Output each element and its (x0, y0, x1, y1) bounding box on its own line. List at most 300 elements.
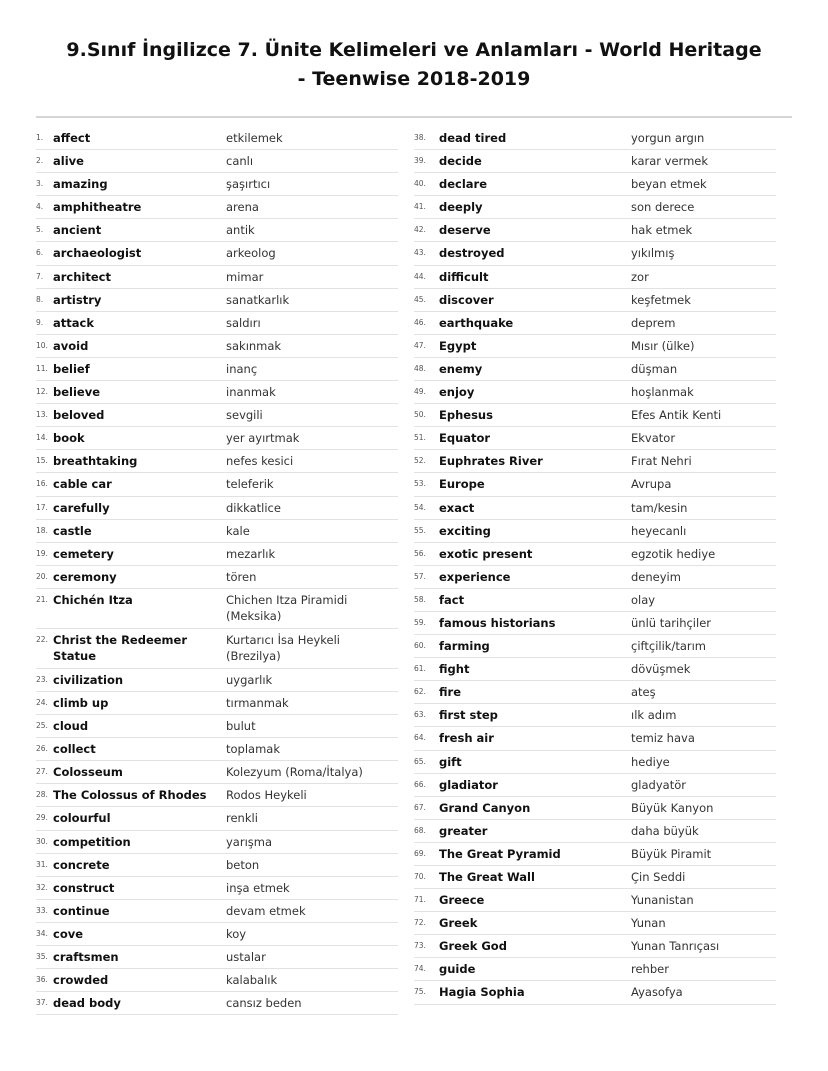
turkish-meaning: ateş (631, 685, 656, 700)
english-word: continue (53, 903, 110, 918)
turkish-meaning: hediye (631, 754, 670, 769)
item-number: 23. (36, 674, 48, 684)
vocabulary-row (414, 727, 776, 750)
english-word: enjoy (439, 385, 475, 400)
item-number: 57. (414, 571, 426, 581)
vocabulary-row (414, 289, 776, 312)
english-word: first step (439, 708, 498, 723)
turkish-meaning: Yunanistan (631, 893, 694, 908)
item-number: 68. (414, 825, 426, 835)
vocabulary-row (414, 497, 776, 520)
vocabulary-row (36, 127, 398, 150)
english-word: believe (53, 385, 101, 400)
item-number: 75. (414, 987, 426, 997)
vocabulary-row (414, 335, 776, 358)
vocabulary-row (414, 150, 776, 173)
vocabulary-row (36, 358, 398, 381)
item-number: 26. (36, 744, 48, 754)
turkish-meaning: karar vermek (631, 154, 709, 169)
vocabulary-row (36, 807, 398, 830)
item-number: 70. (414, 872, 426, 881)
item-number: 30. (36, 836, 48, 846)
turkish-meaning: tırmanmak (226, 695, 289, 710)
vocabulary-row (414, 266, 776, 289)
vocabulary-row (414, 427, 776, 450)
turkish-meaning: Rodos Heykeli (226, 788, 307, 803)
turkish-meaning: gladyatör (631, 777, 686, 792)
english-word: amphitheatre (53, 200, 142, 215)
vocabulary-row (36, 738, 398, 761)
english-word: amazing (53, 177, 108, 192)
item-number: 43. (414, 248, 426, 258)
item-number: 3. (36, 179, 44, 189)
vocabulary-row (36, 335, 398, 358)
item-number: 12. (36, 387, 48, 397)
vocabulary-list-right (414, 127, 776, 1005)
item-number: 29. (36, 813, 48, 823)
vocabulary-row (414, 196, 776, 219)
turkish-meaning: Avrupa (631, 477, 672, 492)
english-word: discover (439, 292, 494, 307)
english-word: Europe (439, 477, 485, 492)
english-word: artistry (53, 292, 102, 307)
item-number: 56. (414, 548, 426, 558)
item-number: 8. (36, 294, 44, 304)
turkish-meaning: Kurtarıcı İsa Heykeli (Brezilya) (226, 632, 340, 663)
turkish-meaning: Fırat Nehri (631, 454, 692, 469)
item-number: 33. (36, 905, 48, 915)
item-number: 66. (414, 779, 426, 789)
english-word: famous historians (439, 615, 556, 630)
english-word: guide (439, 962, 476, 977)
vocabulary-row (36, 473, 398, 496)
item-number: 74. (414, 964, 426, 974)
item-number: 16. (36, 479, 48, 489)
english-word: alive (53, 154, 84, 169)
turkish-meaning: uygarlık (226, 672, 273, 687)
english-word: avoid (53, 338, 89, 353)
english-word: The Colossus of Rhodes (53, 788, 207, 803)
english-word: fact (439, 592, 465, 607)
vocabulary-row (36, 543, 398, 566)
turkish-meaning: yer ayırtmak (226, 431, 300, 446)
item-number: 2. (36, 156, 44, 166)
vocabulary-row (36, 242, 398, 265)
english-word: concrete (53, 857, 110, 872)
vocabulary-row (414, 450, 776, 473)
english-word: cloud (53, 719, 89, 734)
turkish-meaning: yorgun argın (631, 131, 705, 145)
vocabulary-row (414, 889, 776, 912)
item-number: 22. (36, 634, 48, 644)
item-number: 24. (36, 697, 48, 707)
vocabulary-row (414, 219, 776, 242)
item-number: 65. (414, 756, 426, 766)
item-number: 55. (414, 525, 426, 535)
vocabulary-row (36, 427, 398, 450)
turkish-meaning: Büyük Piramit (631, 846, 712, 861)
english-word: ancient (53, 223, 102, 238)
vocabulary-row (414, 173, 776, 196)
turkish-meaning: ustalar (226, 950, 266, 964)
turkish-meaning: nefes kesici (226, 454, 294, 469)
turkish-meaning: Chichen Itza Piramidi (Meksika) (226, 592, 348, 623)
turkish-meaning: şaşırtıcı (226, 177, 271, 192)
item-number: 6. (36, 248, 44, 258)
english-word: carefully (53, 500, 110, 515)
turkish-meaning: bulut (226, 719, 256, 734)
english-word: decide (439, 154, 482, 169)
english-word: Equator (439, 431, 491, 446)
item-number: 4. (36, 202, 44, 212)
english-word: exact (439, 500, 475, 515)
vocabulary-row (36, 900, 398, 923)
turkish-meaning: Çin Seddi (631, 870, 686, 884)
english-word: The Great Pyramid (439, 846, 561, 861)
english-word: Hagia Sophia (439, 985, 525, 1000)
english-word: Chichén Itza (53, 592, 133, 607)
english-word: Ephesus (439, 408, 493, 423)
turkish-meaning: teleferik (226, 477, 274, 492)
english-word: deeply (439, 200, 483, 215)
turkish-meaning: arkeolog (226, 246, 276, 261)
turkish-meaning: egzotik hediye (631, 546, 716, 561)
vocabulary-row (36, 877, 398, 900)
page-title: 9.Sınıf İngilizce 7. Ünite Kelimeleri ve Anlamları - World Heritage - Teenwise 2018-2019 (66, 39, 762, 90)
item-number: 61. (414, 664, 426, 674)
turkish-meaning: renkli (226, 811, 258, 826)
vocabulary-row (36, 589, 398, 629)
vocabulary-row (36, 831, 398, 854)
item-number: 45. (414, 294, 426, 304)
turkish-meaning: etkilemek (226, 131, 283, 145)
vocabulary-row (36, 196, 398, 219)
item-number: 59. (414, 617, 426, 627)
vocabulary-row (414, 912, 776, 935)
item-number: 47. (414, 340, 426, 350)
item-number: 69. (414, 848, 426, 858)
turkish-meaning: arena (226, 200, 259, 215)
english-word: ceremony (53, 569, 117, 584)
english-word: dead body (53, 996, 121, 1011)
vocabulary-row (414, 797, 776, 820)
item-number: 11. (36, 363, 48, 373)
vocabulary-row (36, 266, 398, 289)
item-number: 39. (414, 156, 426, 166)
item-number: 36. (36, 975, 48, 985)
item-number: 13. (36, 410, 48, 420)
item-number: 63. (414, 710, 426, 720)
turkish-meaning: beyan etmek (631, 177, 707, 192)
vocabulary-row (414, 566, 776, 589)
vocabulary-row (414, 612, 776, 635)
english-word: craftsmen (53, 950, 119, 964)
vocabulary-row (414, 127, 776, 150)
vocabulary-row (36, 692, 398, 715)
english-word: Christ the Redeemer Statue (53, 632, 188, 663)
item-number: 31. (36, 859, 48, 869)
vocabulary-row (414, 473, 776, 496)
turkish-meaning: Yunan (631, 916, 666, 931)
turkish-meaning: antik (226, 223, 255, 238)
english-word: cable car (53, 477, 112, 492)
english-word: Egypt (439, 338, 477, 353)
english-word: cove (53, 926, 84, 941)
vocabulary-row (414, 958, 776, 981)
turkish-meaning: cansız beden (226, 996, 302, 1011)
english-word: belief (53, 361, 90, 376)
item-number: 67. (414, 802, 426, 812)
vocabulary-row (414, 704, 776, 727)
vocabulary-row (414, 658, 776, 681)
vocabulary-list-left (36, 127, 398, 1015)
turkish-meaning: Ekvator (631, 431, 676, 446)
vocabulary-row (36, 992, 398, 1015)
english-word: breathtaking (53, 454, 138, 469)
item-number: 73. (414, 941, 426, 951)
vocabulary-row (414, 242, 776, 265)
item-number: 20. (36, 571, 48, 581)
english-word: gift (439, 754, 462, 769)
vocabulary-row (414, 358, 776, 381)
english-word: experience (439, 569, 511, 584)
english-word: deserve (439, 223, 491, 238)
vocabulary-row (414, 866, 776, 889)
turkish-meaning: deprem (631, 315, 676, 330)
item-number: 62. (414, 687, 426, 697)
turkish-meaning: inanç (226, 361, 258, 376)
item-number: 49. (414, 387, 426, 397)
turkish-meaning: keşfetmek (631, 292, 691, 307)
turkish-meaning: Efes Antik Kenti (631, 408, 722, 423)
english-word: The Great Wall (439, 870, 535, 884)
vocabulary-row (414, 404, 776, 427)
turkish-meaning: koy (226, 926, 247, 941)
turkish-meaning: ünlü tarihçiler (631, 615, 712, 630)
turkish-meaning: beton (226, 857, 260, 872)
item-number: 1. (36, 133, 44, 142)
item-number: 71. (414, 895, 426, 905)
english-word: dead tired (439, 131, 507, 145)
item-number: 32. (36, 882, 48, 892)
turkish-meaning: sakınmak (226, 338, 282, 353)
turkish-meaning: mimar (226, 269, 264, 284)
item-number: 50. (414, 410, 426, 420)
english-word: gladiator (439, 777, 498, 792)
turkish-meaning: Kolezyum (Roma/İtalya) (226, 765, 363, 780)
vocabulary-row (36, 173, 398, 196)
item-number: 7. (36, 271, 44, 281)
english-word: farming (439, 639, 490, 654)
turkish-meaning: Ayasofya (631, 985, 683, 1000)
english-word: competition (53, 834, 131, 849)
turkish-meaning: Yunan Tanrıçası (631, 939, 720, 954)
item-number: 15. (36, 456, 48, 466)
turkish-meaning: dikkatlice (226, 500, 281, 515)
item-number: 17. (36, 502, 48, 512)
item-number: 64. (414, 733, 426, 743)
vocabulary-row (414, 935, 776, 958)
vocabulary-row (414, 774, 776, 797)
english-word: climb up (53, 695, 109, 710)
vocabulary-row (36, 520, 398, 543)
item-number: 54. (414, 502, 426, 512)
title-divider (36, 116, 792, 118)
vocabulary-row (414, 543, 776, 566)
item-number: 9. (36, 317, 44, 327)
english-word: Greek God (439, 939, 507, 954)
turkish-meaning: daha büyük (631, 823, 699, 838)
vocabulary-row (36, 289, 398, 312)
vocabulary-row (36, 854, 398, 877)
english-word: Grand Canyon (439, 800, 531, 815)
turkish-meaning: sevgili (226, 408, 263, 423)
turkish-meaning: olay (631, 592, 656, 607)
item-number: 41. (414, 202, 426, 212)
english-word: Euphrates River (439, 454, 543, 469)
vocabulary-row (414, 820, 776, 843)
turkish-meaning: inşa etmek (226, 880, 290, 895)
turkish-meaning: çiftçilik/tarım (631, 639, 706, 654)
turkish-meaning: inanmak (226, 385, 276, 400)
vocabulary-row (36, 450, 398, 473)
english-word: exotic present (439, 546, 533, 561)
turkish-meaning: saldırı (226, 315, 261, 330)
item-number: 72. (414, 918, 426, 928)
item-number: 18. (36, 525, 48, 535)
english-word: beloved (53, 408, 105, 423)
turkish-meaning: Mısır (ülke) (631, 338, 695, 353)
item-number: 25. (36, 721, 48, 731)
english-word: Colosseum (53, 765, 123, 780)
item-number: 46. (414, 317, 426, 327)
item-number: 51. (414, 433, 426, 443)
english-word: Greek (439, 916, 478, 931)
vocabulary-row (36, 923, 398, 946)
turkish-meaning: canlı (226, 154, 254, 169)
turkish-meaning: kale (226, 523, 250, 538)
vocabulary-row (36, 219, 398, 242)
item-number: 38. (414, 133, 426, 142)
english-word: book (53, 431, 85, 446)
vocabulary-row (36, 669, 398, 692)
item-number: 37. (36, 998, 48, 1008)
english-word: collect (53, 742, 96, 757)
vocabulary-row (36, 946, 398, 969)
vocabulary-row (36, 629, 398, 669)
vocabulary-row (36, 715, 398, 738)
english-word: archaeologist (53, 246, 142, 261)
vocabulary-row (414, 981, 776, 1004)
turkish-meaning: devam etmek (226, 903, 306, 918)
english-word: construct (53, 880, 115, 895)
english-word: castle (53, 523, 92, 538)
item-number: 35. (36, 952, 48, 961)
vocabulary-row (414, 520, 776, 543)
item-number: 58. (414, 594, 426, 604)
turkish-meaning: mezarlık (226, 546, 276, 561)
item-number: 27. (36, 767, 48, 777)
item-number: 48. (414, 363, 426, 373)
vocabulary-row (414, 381, 776, 404)
turkish-meaning: son derece (631, 200, 695, 215)
item-number: 44. (414, 271, 426, 281)
turkish-meaning: Büyük Kanyon (631, 800, 714, 815)
english-word: fight (439, 662, 470, 677)
vocabulary-row (36, 150, 398, 173)
english-word: architect (53, 269, 111, 284)
turkish-meaning: dövüşmek (631, 662, 691, 677)
turkish-meaning: sanatkarlık (226, 292, 290, 307)
english-word: cemetery (53, 546, 114, 561)
english-word: civilization (53, 672, 124, 687)
item-number: 42. (414, 225, 426, 235)
item-number: 10. (36, 340, 48, 350)
english-word: colourful (53, 811, 111, 826)
turkish-meaning: temiz hava (631, 731, 695, 746)
vocabulary-row (414, 589, 776, 612)
turkish-meaning: yarışma (226, 834, 273, 849)
english-word: exciting (439, 523, 491, 538)
vocabulary-row (36, 784, 398, 807)
english-word: fire (439, 685, 461, 700)
turkish-meaning: tam/kesin (631, 500, 688, 515)
vocabulary-row (36, 381, 398, 404)
turkish-meaning: zor (631, 269, 649, 284)
item-number: 52. (414, 456, 426, 466)
vocabulary-row (414, 681, 776, 704)
turkish-meaning: heyecanlı (631, 523, 687, 538)
item-number: 40. (414, 179, 426, 189)
english-word: declare (439, 177, 488, 192)
english-word: destroyed (439, 246, 505, 261)
vocabulary-row (414, 635, 776, 658)
turkish-meaning: yıkılmış (631, 246, 675, 261)
turkish-meaning: deneyim (631, 569, 681, 584)
english-word: Greece (439, 893, 485, 908)
english-word: attack (53, 315, 94, 330)
turkish-meaning: hak etmek (631, 223, 693, 238)
item-number: 21. (36, 594, 48, 604)
english-word: earthquake (439, 315, 514, 330)
turkish-meaning: kalabalık (226, 973, 278, 988)
item-number: 28. (36, 790, 48, 800)
turkish-meaning: ılk adım (631, 708, 677, 723)
vocabulary-row (36, 761, 398, 784)
vocabulary-row (414, 312, 776, 335)
english-word: difficult (439, 269, 489, 284)
vocabulary-row (414, 843, 776, 866)
english-word: affect (53, 131, 91, 145)
item-number: 5. (36, 225, 44, 235)
english-word: enemy (439, 361, 483, 376)
vocabulary-row (414, 751, 776, 774)
item-number: 14. (36, 433, 48, 443)
english-word: greater (439, 823, 488, 838)
turkish-meaning: tören (226, 569, 257, 584)
vocabulary-row (36, 969, 398, 992)
english-word: fresh air (439, 731, 494, 746)
item-number: 60. (414, 641, 426, 651)
vocabulary-row (36, 566, 398, 589)
turkish-meaning: hoşlanmak (631, 385, 694, 400)
item-number: 19. (36, 548, 48, 558)
turkish-meaning: rehber (631, 962, 669, 977)
english-word: crowded (53, 973, 109, 988)
item-number: 34. (36, 928, 48, 938)
vocabulary-row (36, 497, 398, 520)
turkish-meaning: toplamak (226, 742, 280, 757)
